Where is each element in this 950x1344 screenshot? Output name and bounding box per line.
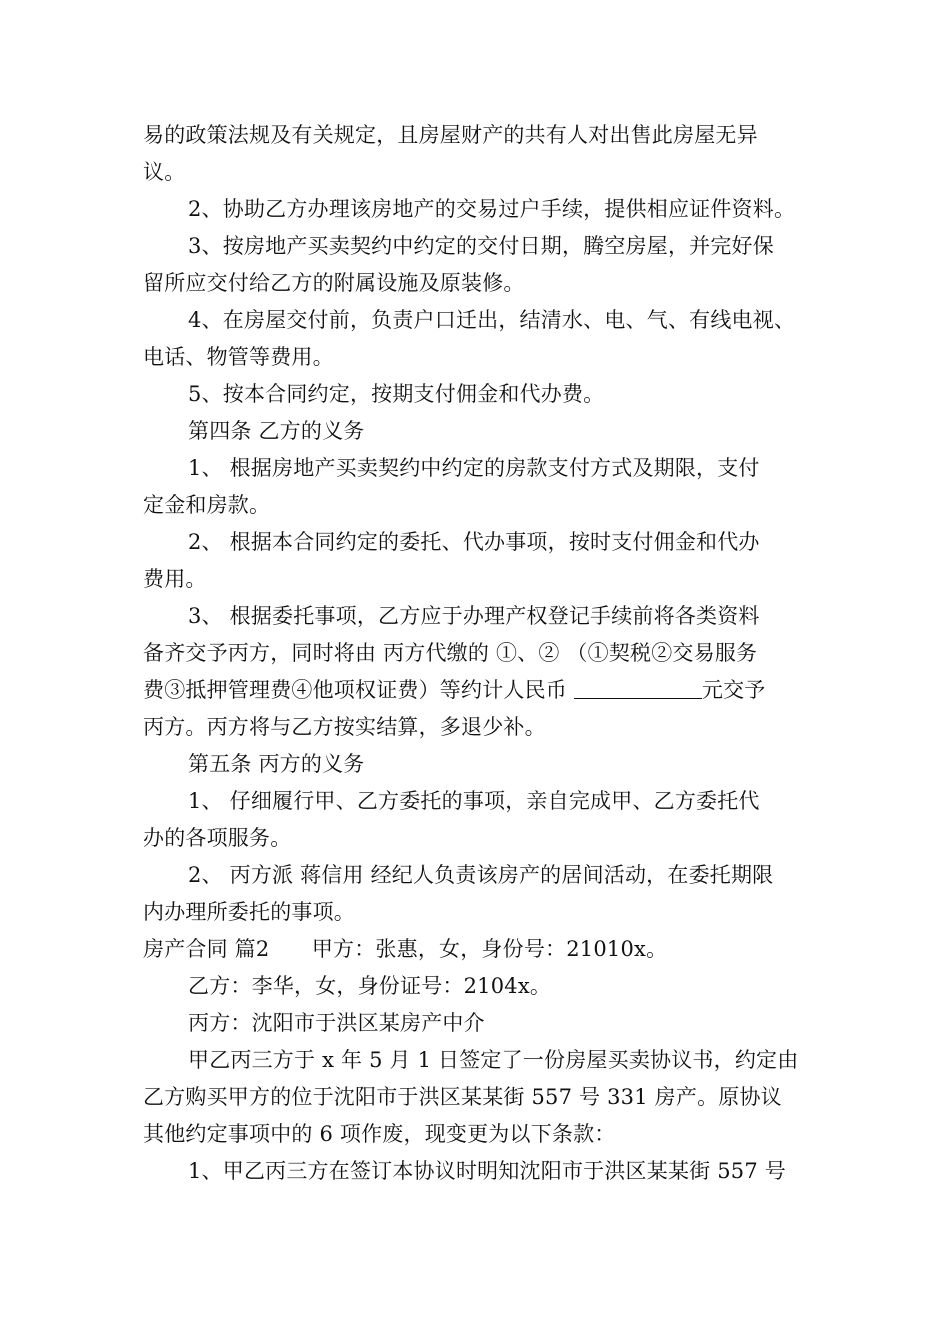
- text-line: 电话、物管等费用。: [143, 345, 334, 369]
- text-line: 丙方：沈阳市于洪区某房产中介: [188, 1011, 485, 1035]
- text-fragment: 费③抵押管理费④他项权证费）等约计人民币: [143, 678, 574, 702]
- text-line: 易的政策法规及有关规定，且房屋财产的共有人对出售此房屋无异: [143, 123, 758, 147]
- text-line: 1、 仔细履行甲、乙方委托的事项，亲自完成甲、乙方委托代: [188, 789, 760, 813]
- text-line: 乙方：李华，女，身份证号：2104x。: [188, 974, 552, 998]
- text-line: 乙方购买甲方的位于沈阳市于洪区某某街 557 号 331 房产。原协议: [143, 1085, 782, 1109]
- text-line: 留所应交付给乙方的附属设施及原装修。: [143, 271, 525, 295]
- text-line: 办的各项服务。: [143, 826, 292, 850]
- amount-blank: [574, 672, 702, 699]
- text-line: 内办理所委托的事项。: [143, 900, 355, 924]
- text-line: 5、按本合同约定，按期支付佣金和代办费。: [188, 382, 605, 406]
- text-line: 2、协助乙方办理该房地产的交易过户手续，提供相应证件资料。: [188, 197, 796, 221]
- text-line-with-blank: [143, 672, 808, 709]
- text-line: 1、 根据房地产买卖契约中约定的房款支付方式及期限，支付: [188, 456, 760, 480]
- text-line: 2、 根据本合同约定的委托、代办事项，按时支付佣金和代办: [188, 530, 760, 554]
- text-line: 费用。: [143, 567, 207, 591]
- text-line: 3、按房地产买卖契约中约定的交付日期，腾空房屋，并完好保: [188, 234, 774, 258]
- text-fragment: 元交予: [701, 678, 766, 702]
- text-line: 4、在房屋交付前，负责户口迁出，结清水、电、气、有线电视、: [188, 308, 796, 332]
- text-line: 议。: [143, 160, 186, 184]
- section-heading: 第五条 丙方的义务: [188, 752, 365, 776]
- text-line: 1、甲乙丙三方在签订本协议时明知沈阳市于洪区某某街 557 号: [188, 1159, 786, 1183]
- text-line: 丙方。丙方将与乙方按实结算，多退少补。: [143, 715, 546, 739]
- text-line: 甲乙丙三方于 x 年 5 月 1 日签定了一份房屋买卖协议书，约定由: [188, 1048, 799, 1072]
- section-heading: 第四条 乙方的义务: [188, 419, 365, 443]
- contract-title-line: 房产合同 篇2 甲方：张惠，女，身份号：21010x。: [143, 937, 668, 961]
- text-line: 定金和房款。: [143, 493, 271, 517]
- text-line: 3、 根据委托事项，乙方应于办理产权登记手续前将各类资料: [188, 604, 760, 628]
- text-line: 其他约定事项中的 6 项作废，现变更为以下条款：: [143, 1122, 616, 1146]
- text-line: 备齐交予丙方，同时将由 丙方代缴的 ①、② （①契税②交易服务: [143, 641, 758, 665]
- document-body: [143, 117, 808, 1190]
- text-line: 2、 丙方派 蒋信用 经纪人负责该房产的居间活动，在委托期限: [188, 863, 774, 887]
